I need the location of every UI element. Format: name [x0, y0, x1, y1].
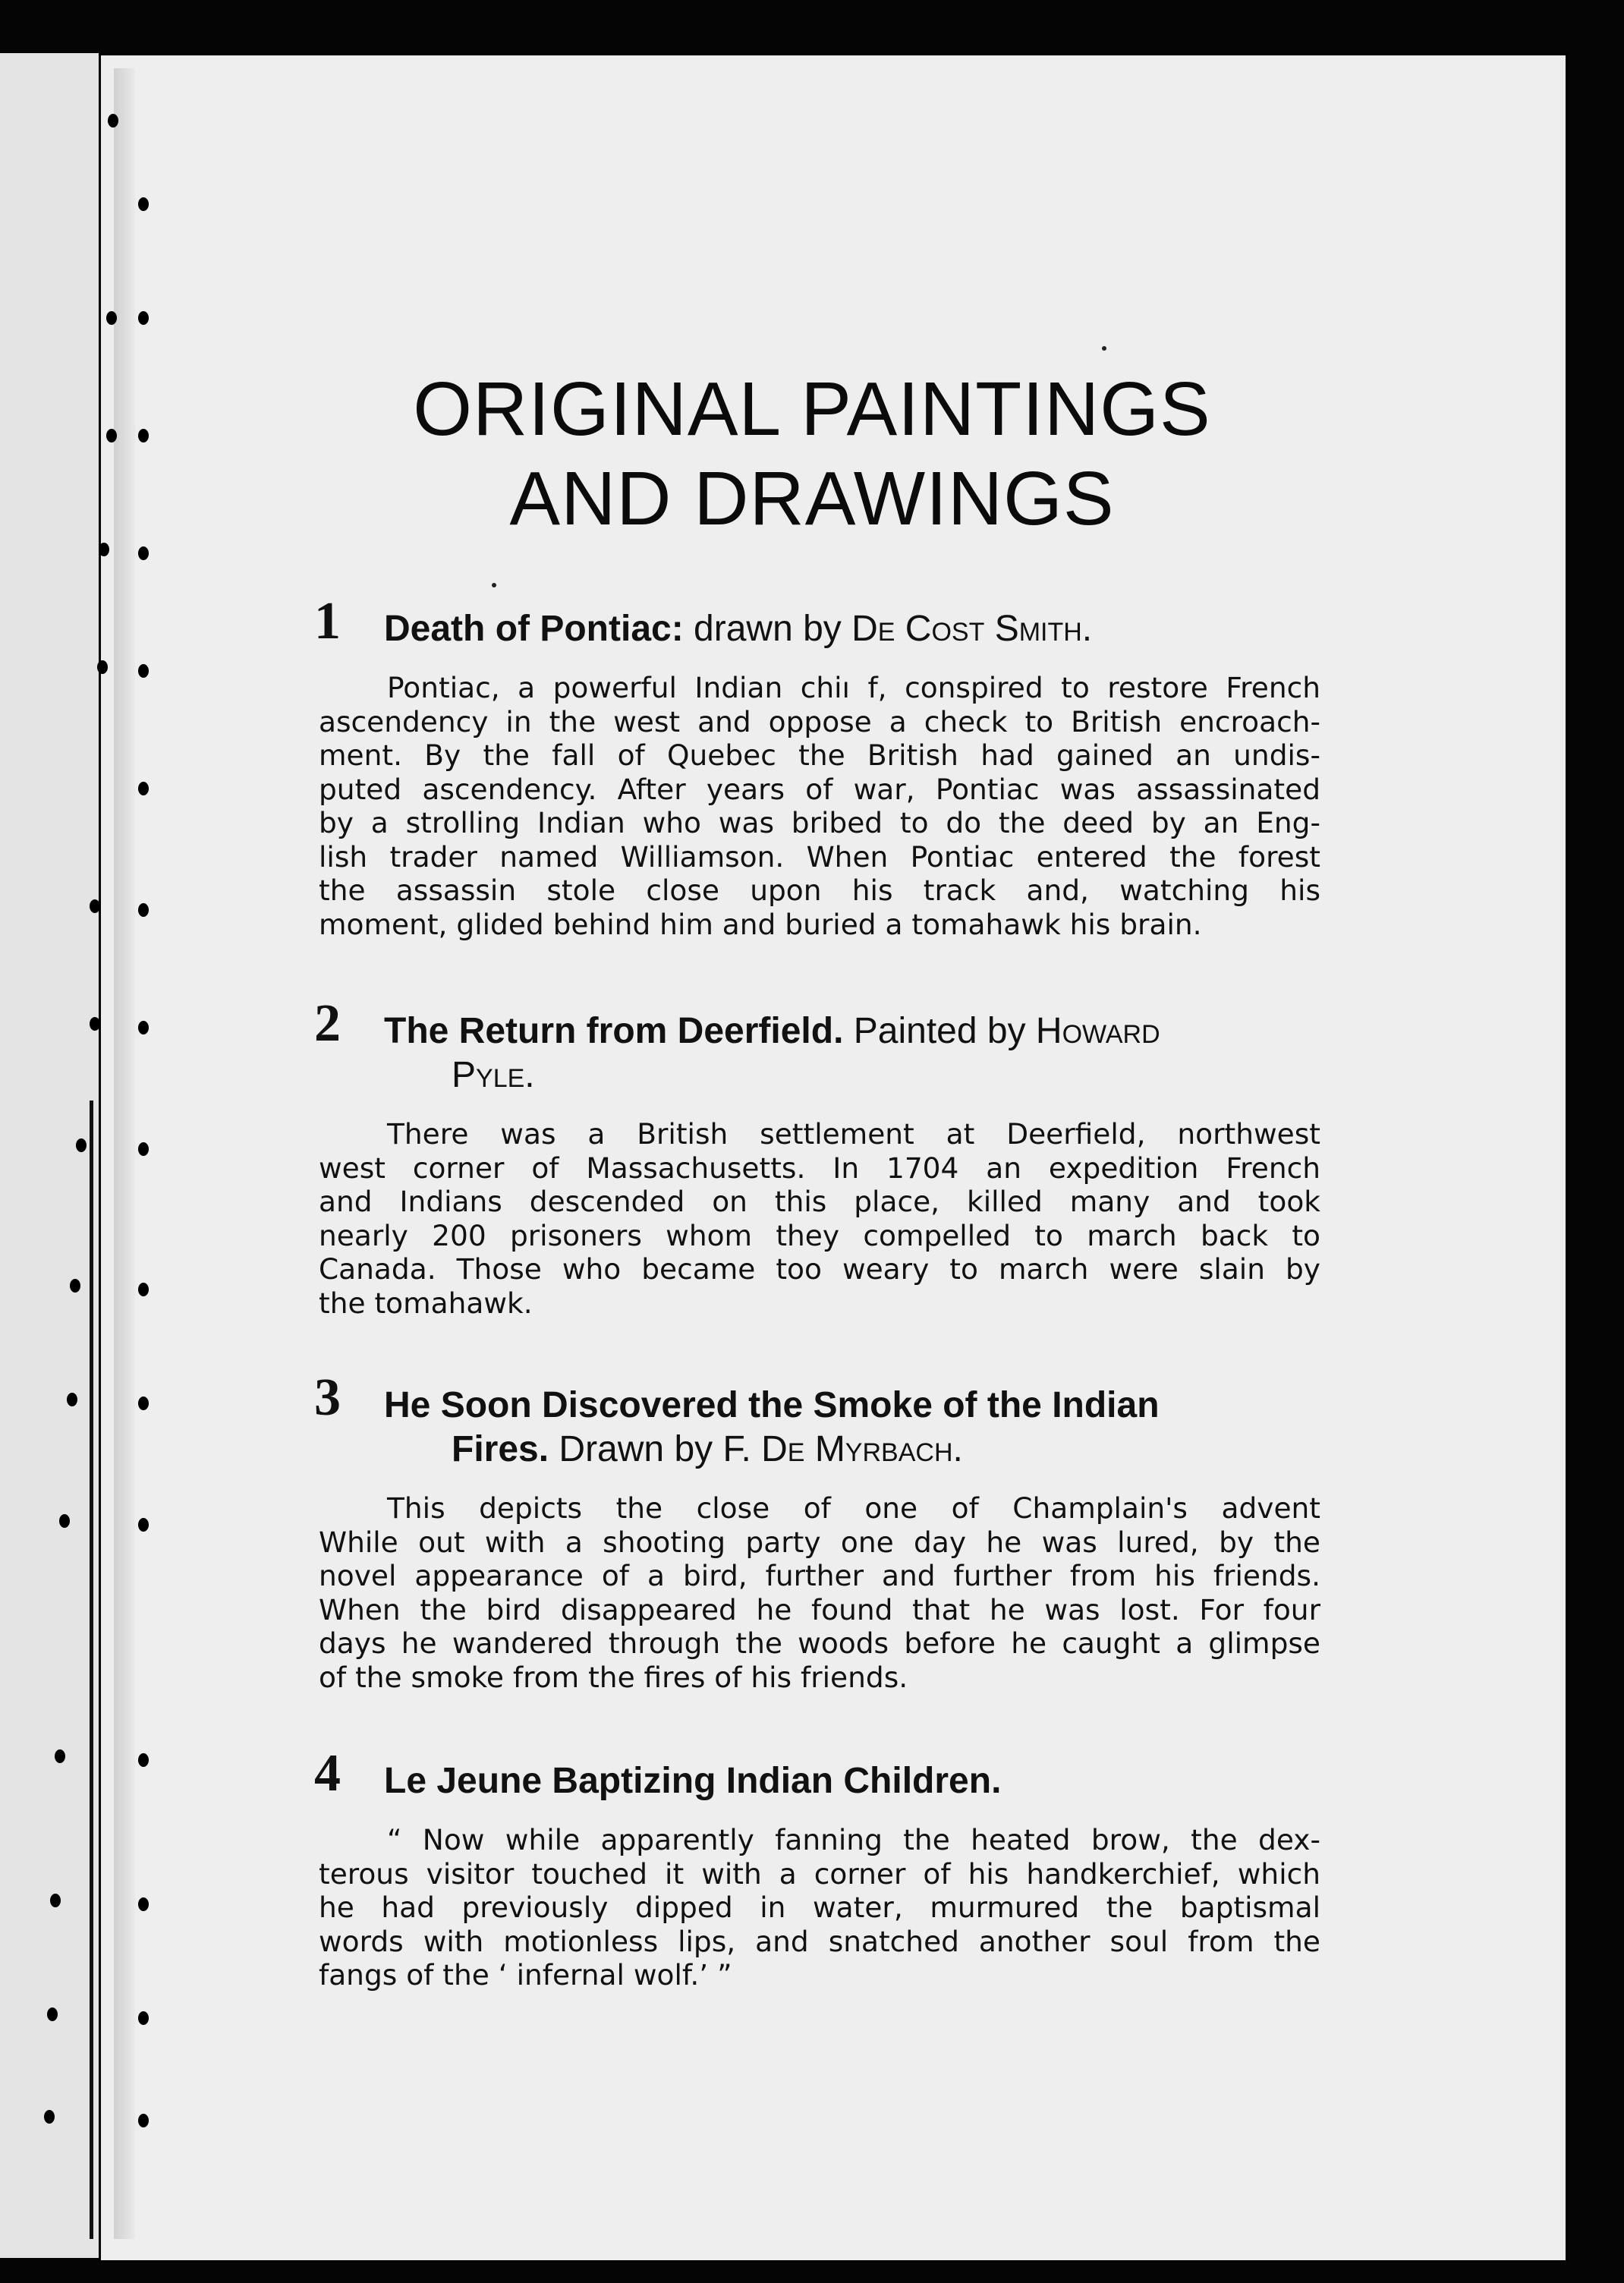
text-line: There was a British settlement at Deerfield, northwest [387, 1117, 1320, 1151]
binding-hole [90, 899, 100, 913]
text-line: moment, glided behind him and buried a tomahawk his brain. [319, 907, 1202, 941]
binding-hole [59, 1514, 70, 1528]
text-line: While out with a shooting party one day he was lured, by the [319, 1525, 1320, 1559]
title-line-2: AND DRAWINGS [509, 456, 1115, 541]
text-line: terous visitor touched it with a corner of his handkerchief, which [319, 1856, 1320, 1891]
binding-hole [138, 429, 149, 442]
entry-3 [314, 1368, 1320, 1694]
entry-heading [314, 1368, 1320, 1472]
text-line: and Indians descended on this place, killed many and took [319, 1185, 1320, 1218]
binding-hole [138, 1142, 149, 1156]
entry-title: Le Jeune Baptizing Indian Children. [384, 1761, 1002, 1801]
binding-hole [90, 1017, 100, 1031]
text-line: This depicts the close of one of Champlain's advent [387, 1491, 1320, 1525]
entry-artist: F. De Myrbach. [722, 1429, 963, 1469]
binding-hole [70, 1279, 80, 1293]
entry-title: The Return from Deerfield. [384, 1011, 844, 1051]
binding-hole [55, 1749, 65, 1763]
text-line: fangs of the ‘ infernal wolf.’ ” [319, 1958, 732, 1992]
ink-speck [1102, 346, 1106, 351]
entry-heading [314, 592, 1320, 651]
binding-hole [138, 197, 149, 211]
binding-hole [138, 903, 149, 917]
binding-edge [90, 1101, 93, 2239]
entry-byline: Painted by [843, 1011, 1036, 1051]
entry-byline: Drawn by [549, 1429, 723, 1469]
binding-hole [138, 1397, 149, 1410]
binding-hole [138, 1283, 149, 1296]
text-line: Pontiac, a powerful Indian chiı f, conspired to restore French [387, 671, 1320, 704]
entry-2 [314, 994, 1320, 1320]
binding-hole [138, 1897, 149, 1911]
text-line: days he wandered through the woods before he caught a glimpse [319, 1626, 1320, 1660]
binding-hole [138, 546, 149, 560]
page-title [250, 364, 1374, 543]
entry-artist: De Cost Smith. [851, 609, 1093, 649]
binding-hole [67, 1393, 77, 1406]
binding-hole [138, 311, 149, 325]
entry-heading [314, 1744, 1320, 1803]
entry-number: 3 [314, 1368, 341, 1427]
text-line: west corner of Massachusetts. In 1704 an expedition French [319, 1151, 1320, 1185]
entry-title: He Soon Discovered the Smoke of the Indian [384, 1385, 1160, 1425]
text-line: When the bird disappeared he found that he was lost. For four [319, 1592, 1320, 1626]
binding-hole [138, 782, 149, 795]
entry-number: 4 [314, 1744, 341, 1803]
binding-hole [50, 1894, 61, 1907]
ink-speck [492, 583, 496, 587]
text-line: by a strolling Indian who was bribed to do the deed by an Eng- [319, 806, 1320, 839]
text-line: of the smoke from the fires of his friends. [319, 1660, 908, 1694]
text-line: nearly 200 prisoners whom they compelled to march back to [319, 1218, 1320, 1252]
text-line: the tomahawk. [319, 1286, 533, 1320]
text-line: novel appearance of a bird, further and further from his friends. [319, 1559, 1320, 1592]
entry-1 [314, 592, 1320, 941]
entry-title: Death of Pontiac: [384, 609, 684, 649]
text-line: “ Now while apparently fanning the heated brow, the dex- [387, 1823, 1320, 1856]
text-line: ment. By the fall of Quebec the British had gained an undis- [319, 738, 1320, 772]
entry-heading [314, 994, 1320, 1097]
entry-description [319, 1491, 1320, 1694]
entry-description [319, 1823, 1320, 1992]
binding-hole [138, 664, 149, 678]
binding-hole [138, 1518, 149, 1532]
text-line: ascendency in the west and oppose a check to British encroach- [319, 704, 1320, 738]
entry-artist: Howard [1035, 1011, 1160, 1051]
entry-number: 2 [314, 994, 341, 1053]
binding-hole [47, 2007, 58, 2021]
text-line: lish trader named Williamson. When Pontiac entered the forest [319, 839, 1320, 874]
binding-hole [138, 2011, 149, 2025]
binding-hole [138, 1021, 149, 1034]
text-line: Canada. Those who became too weary to march were slain by [319, 1252, 1320, 1286]
entry-description [319, 1117, 1320, 1320]
page-fold-shadow [114, 68, 135, 2239]
title-line-1: ORIGINAL PAINTINGS [413, 367, 1211, 452]
binding-hole [44, 2110, 55, 2124]
text-line: the assassin stole close upon his track and, watching his [319, 874, 1320, 907]
entry-4 [314, 1744, 1320, 1992]
binding-gutter [0, 53, 99, 2258]
binding-hole [106, 311, 117, 325]
binding-hole [138, 2114, 149, 2127]
binding-hole [108, 114, 118, 128]
binding-hole [99, 543, 109, 556]
entry-artist-cont: Pyle. [452, 1055, 535, 1095]
entry-number: 1 [314, 592, 341, 650]
binding-hole [76, 1138, 87, 1152]
text-line: words with motionless lips, and snatched another soul from the [319, 1924, 1320, 1958]
text-line: puted ascendency. After years of war, Pontiac was assassinated [319, 772, 1320, 806]
entry-title-cont: Fires. [452, 1429, 549, 1469]
entry-description [319, 671, 1320, 941]
text-line: he had previously dipped in water, murmured the baptismal [319, 1891, 1320, 1924]
binding-hole [97, 660, 108, 674]
binding-hole [138, 1753, 149, 1767]
entry-byline: drawn by [683, 609, 852, 649]
binding-hole [106, 429, 117, 442]
